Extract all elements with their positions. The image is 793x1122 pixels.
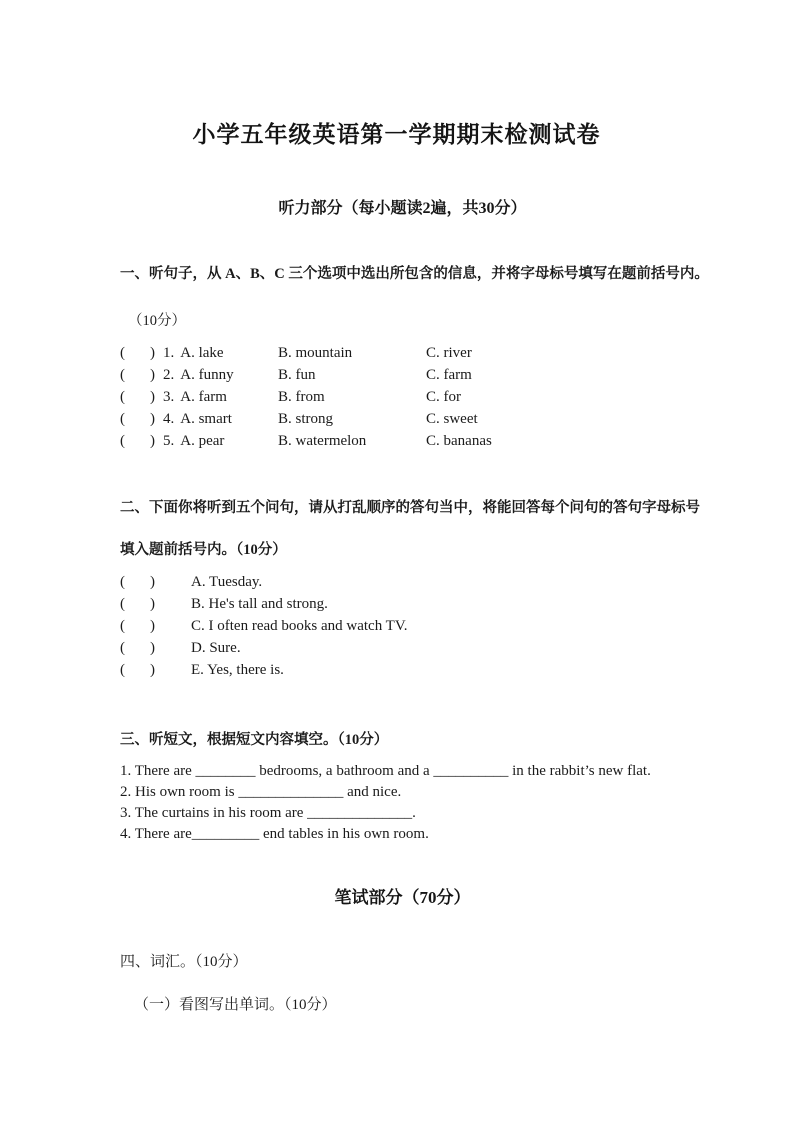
answer-option-label: D. Sure.: [191, 640, 241, 656]
option-a: A. lake: [180, 344, 224, 361]
option-cell-a: [120, 433, 278, 450]
part4-sub1-heading: （一）看图写出单词。（10分）: [134, 997, 337, 1013]
fill-blank-sentence: 4. There are_________ end tables in his own room.: [120, 826, 429, 842]
part2-answers-list: [120, 574, 685, 684]
answer-bracket: ( ): [120, 366, 157, 383]
answer-row: [120, 618, 685, 640]
answer-bracket: ( ): [120, 596, 157, 612]
option-a: A. funny: [180, 366, 234, 383]
option-cell-a: [120, 367, 278, 384]
answer-bracket: ( ): [120, 662, 157, 678]
option-row: [120, 364, 685, 386]
part1-heading: 一、听句子，从 A、B、C 三个选项中选出所包含的信息，并将字母标号填写在题前括号内。: [120, 266, 709, 282]
option-b: B. watermelon: [278, 432, 367, 449]
item-number: 5.: [163, 432, 175, 449]
answer-bracket: ( ): [120, 618, 157, 634]
fill-blank-sentence: 3. The curtains in his room are ______________.: [120, 805, 416, 821]
page-content: [0, 195, 793, 1014]
option-cell-a: [120, 345, 278, 362]
part3-heading: 三、听短文，根据短文内容填空。（10分）: [120, 732, 389, 748]
option-cell-a: [120, 411, 278, 428]
answer-bracket: ( ): [120, 432, 157, 449]
option-row: [120, 342, 685, 364]
option-cell-a: [120, 389, 278, 406]
answer-row: [120, 640, 685, 662]
answer-option-label: C. I often read books and watch TV.: [191, 618, 408, 634]
answer-option-label: E. Yes, there is.: [191, 662, 284, 678]
option-row: [120, 408, 685, 430]
part3-sentence-list: [120, 763, 685, 847]
fill-blank-sentence: 1. There are ________ bedrooms, a bathroom and a __________ in the rabbit’s new flat.: [120, 763, 651, 779]
answer-bracket: ( ): [120, 640, 157, 656]
option-c: C. farm: [426, 366, 472, 383]
written-section-header: 笔试部分（70分）: [334, 888, 471, 907]
part4-heading: 四、词汇。（10分）: [120, 954, 248, 970]
answer-row: [120, 662, 685, 684]
option-row: [120, 386, 685, 408]
part1-options-list: [120, 342, 685, 452]
answer-row: [120, 596, 685, 618]
option-c: C. sweet: [426, 410, 478, 427]
option-c: C. for: [426, 388, 461, 405]
option-a: A. pear: [180, 432, 225, 449]
item-number: 3.: [163, 388, 175, 405]
option-a: A. farm: [180, 388, 227, 405]
fill-blank-sentence: 2. His own room is ______________ and nice.: [120, 784, 402, 800]
option-row: [120, 430, 685, 452]
part1-score: （10分）: [128, 313, 186, 329]
option-a: A. smart: [180, 410, 232, 427]
listening-section-header: 听力部分（每小题读2遍，共30分）: [278, 200, 527, 217]
item-number: 2.: [163, 366, 175, 383]
answer-bracket: ( ): [120, 388, 157, 405]
answer-bracket: ( ): [120, 344, 157, 361]
option-b: B. from: [278, 388, 325, 405]
answer-bracket: ( ): [120, 410, 157, 427]
answer-bracket: ( ): [120, 574, 157, 590]
answer-option-label: B. He's tall and strong.: [191, 596, 328, 612]
answer-option-label: A. Tuesday.: [191, 574, 263, 590]
page-title: 小学五年级英语第一学期期末检测试卷: [192, 122, 601, 147]
option-c: C. river: [426, 344, 472, 361]
option-c: C. bananas: [426, 432, 492, 449]
part2-heading-line2: 填入题前括号内。（10分）: [120, 542, 287, 558]
item-number: 4.: [163, 410, 175, 427]
option-b: B. fun: [278, 366, 316, 383]
part2-heading-line1: 二、下面你将听到五个问句，请从打乱顺序的答句当中，将能回答每个问句的答句字母标号: [120, 500, 700, 516]
option-b: B. strong: [278, 410, 334, 427]
option-b: B. mountain: [278, 344, 353, 361]
item-number: 1.: [163, 344, 175, 361]
answer-row: [120, 574, 685, 596]
